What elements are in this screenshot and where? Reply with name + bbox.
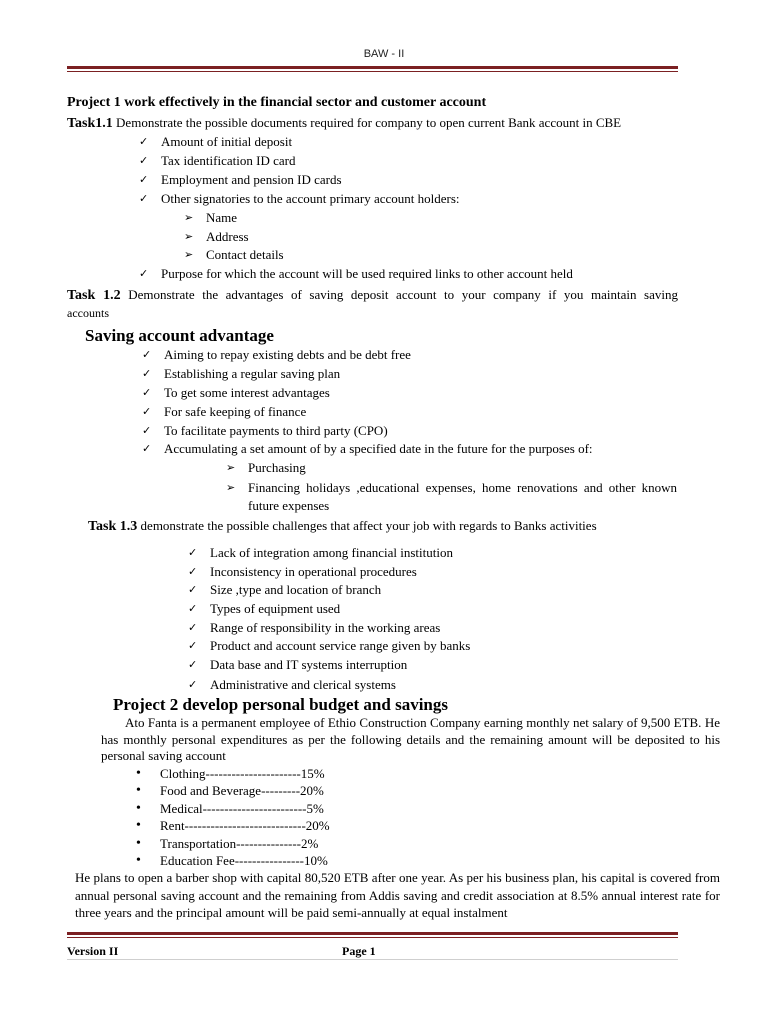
list-item: ✓ Establishing a regular saving plan xyxy=(164,366,340,382)
expense-item: • Education Fee----------------10% xyxy=(160,853,328,869)
list-item: ✓ Size ,type and location of branch xyxy=(210,582,381,598)
list-item: ✓ Accumulating a set amount of by a specified date in the future for the purposes of: xyxy=(164,441,593,457)
task12-label: Task 1.2 xyxy=(67,288,121,303)
list-item: ✓ Types of equipment used xyxy=(210,601,340,617)
list-item: ✓ Data base and IT systems interruption xyxy=(210,657,407,673)
project2-plan: He plans to open a barber shop with capital 80,520 ETB after one year. As per his business plan, his capital is covered from annual personal saving account and the remaining from Addis saving and credit association at 8.5% annual interest rate for three years and the principal amount will be paid semi-annually at equal instalment xyxy=(75,870,720,920)
list-item: ✓ To facilitate payments to third party (CPO) xyxy=(164,423,388,439)
footer-page-number: Page 1 xyxy=(342,944,376,958)
task11-line xyxy=(67,115,621,132)
list-item: ✓ Range of responsibility in the working areas xyxy=(210,620,440,636)
list-item: ✓ For safe keeping of finance xyxy=(164,404,306,420)
sub-list-item: ➢ Name xyxy=(206,210,237,226)
list-item: ✓ Employment and pension ID cards xyxy=(161,172,342,188)
task13-label: Task 1.3 xyxy=(88,519,138,534)
list-item: ✓ Aiming to repay existing debts and be debt free xyxy=(164,347,411,363)
sub-list-item: ➢ Address xyxy=(206,229,249,245)
list-item: ✓ To get some interest advantages xyxy=(164,385,330,401)
project2-title: Project 2 develop personal budget and savings xyxy=(113,695,448,714)
list-item: ✓ Amount of initial deposit xyxy=(161,134,292,150)
list-item: ✓ Product and account service range given by banks xyxy=(210,638,470,654)
header-title: BAW - II xyxy=(363,48,405,60)
task11-label: Task1.1 xyxy=(67,116,113,131)
task13-text: demonstrate the possible challenges that affect your job with regards to Banks activities xyxy=(137,518,597,533)
task13-line xyxy=(88,518,597,535)
list-item: ✓ Purpose for which the account will be used required links to other account held xyxy=(161,266,573,282)
expense-item: • Clothing----------------------15% xyxy=(160,766,325,782)
footer-rule xyxy=(67,932,678,938)
expense-item: • Medical------------------------5% xyxy=(160,801,324,817)
task12-line1 xyxy=(67,287,678,304)
project1-title: Project 1 work effectively in the financial sector and customer account xyxy=(67,95,487,110)
task11-text: Demonstrate the possible documents required for company to open current Bank account in CBE xyxy=(112,115,622,130)
list-item: ✓ Other signatories to the account primary account holders: xyxy=(161,191,460,207)
footer-underline xyxy=(67,959,678,960)
saving-heading: Saving account advantage xyxy=(85,326,274,345)
list-item: ✓ Administrative and clerical systems xyxy=(210,677,396,693)
task12-text: Demonstrate the advantages of saving deposit account to your company if you maintain saving xyxy=(120,287,678,302)
list-item: ✓ Inconsistency in operational procedures xyxy=(210,564,417,580)
header-rule xyxy=(67,66,678,72)
task12-line2: accounts xyxy=(67,306,109,320)
expense-item: • Rent----------------------------20% xyxy=(160,818,330,834)
list-item: ✓ Lack of integration among financial institution xyxy=(210,545,453,561)
project2-intro: Ato Fanta is a permanent employee of Ethio Construction Company earning monthly net salary of 9,500 ETB. He has monthly personal expenditures as per the following details and the remaining amount will be deposited to his personal saving account xyxy=(101,715,720,763)
expense-item: • Transportation---------------2% xyxy=(160,836,318,852)
sub-list-item: ➢ Purchasing xyxy=(248,460,306,476)
footer-version: Version II xyxy=(67,944,119,958)
sub-list-item: ➢ Financing holidays ,educational expenses, home renovations and other known future expenses xyxy=(248,479,677,515)
sub-list-item: ➢ Contact details xyxy=(206,247,284,263)
expense-item: • Food and Beverage---------20% xyxy=(160,783,324,799)
list-item: ✓ Tax identification ID card xyxy=(161,153,295,169)
